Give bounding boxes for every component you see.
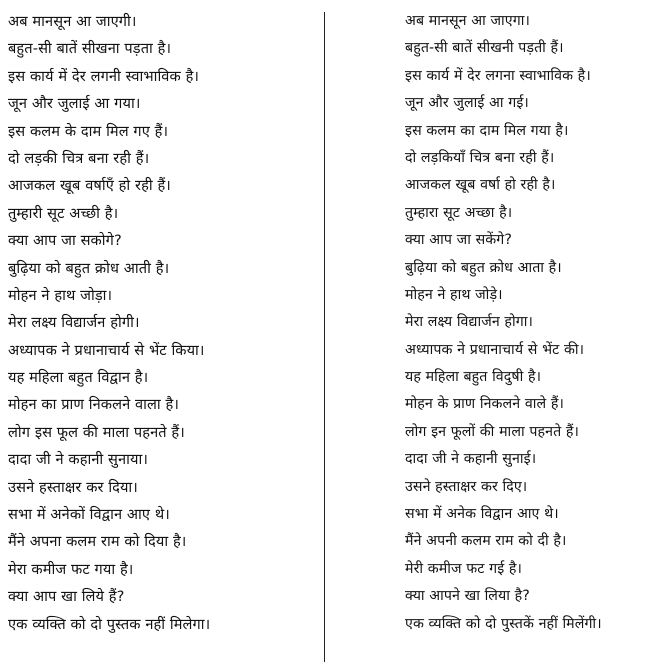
correct-sentence-17: दादा जी ने कहानी सुनाई।	[405, 451, 537, 468]
incorrect-sentence-5: इस कलम के दाम मिल गए हैं।	[8, 122, 169, 140]
column-divider	[324, 12, 325, 662]
correct-sentence-19: सभा में अनेक विद्वान आए थे।	[405, 506, 559, 523]
incorrect-sentence-1: अब मानसून आ जाएगी।	[8, 13, 137, 30]
correct-sentence-13: अध्यापक ने प्रधानाचार्य से भेंट की।	[405, 341, 585, 358]
correct-sentence-3: इस कार्य में देर लगना स्वाभाविक है।	[405, 67, 591, 84]
correct-sentence-5: इस कलम का दाम मिल गया है।	[405, 122, 569, 139]
incorrect-sentence-16: लोग इस फूल की माला पहनते हैं।	[8, 423, 185, 441]
correct-sentence-7: आजकल खूब वर्षा हो रही है।	[405, 177, 556, 194]
incorrect-sentence-19: सभा में अनेकों विद्वान आए थे।	[8, 506, 170, 524]
incorrect-sentence-15: मोहन का प्राण निकलने वाला है।	[8, 396, 180, 414]
incorrect-sentences-column	[8, 8, 313, 638]
incorrect-sentence-7: आजकल खूब वर्षाएँ हो रही हैं।	[8, 177, 171, 195]
correct-sentence-23: एक व्यक्ति को दो पुस्तकें नहीं मिलेंगी।	[405, 615, 602, 632]
incorrect-sentence-3: इस कार्य में देर लगनी स्वाभाविक है।	[8, 67, 200, 85]
correct-sentence-2: बहुत-सी बातें सीखनी पड़ती हैं।	[405, 40, 564, 57]
incorrect-sentence-17: दादा जी ने कहानी सुनाया।	[8, 451, 148, 469]
correct-sentence-21: मेरी कमीज फट गई है।	[405, 560, 523, 577]
incorrect-sentence-23: एक व्यक्ति को दो पुस्तक नहीं मिलेगा।	[8, 615, 211, 633]
correct-sentence-16: लोग इन फूलों की माला पहनते हैं।	[405, 423, 579, 440]
correct-sentence-12: मेरा लक्ष्य विद्यार्जन होगा।	[405, 314, 533, 331]
incorrect-sentence-21: मेरा कमीज फट गया है।	[8, 560, 134, 578]
incorrect-sentence-6: दो लड़की चित्र बना रही हैं।	[8, 149, 150, 167]
incorrect-sentence-9: क्या आप जा सकोगे?	[8, 232, 122, 250]
correct-sentence-1: अब मानसून आ जाएगा।	[405, 13, 530, 29]
correct-sentence-14: यह महिला बहुत विदुषी है।	[405, 369, 542, 386]
incorrect-sentence-13: अध्यापक ने प्रधानाचार्य से भेंट किया।	[8, 341, 205, 359]
correct-sentences-column	[405, 8, 663, 638]
incorrect-sentence-2: बहुत-सी बातें सीखना पड़ता है।	[8, 40, 172, 58]
incorrect-sentence-14: यह महिला बहुत विद्वान है।	[8, 369, 149, 387]
incorrect-sentence-10: बुढ़िया को बहुत क्रोध आती है।	[8, 259, 170, 277]
correct-sentence-15: मोहन के प्राण निकलने वाले हैं।	[405, 396, 564, 413]
incorrect-sentence-18: उसने हस्ताक्षर कर दिया।	[8, 478, 138, 496]
correct-sentence-9: क्या आप जा सकेंगे?	[405, 232, 512, 249]
incorrect-sentence-11: मोहन ने हाथ जोड़ा।	[8, 286, 113, 304]
correct-sentence-6: दो लड़कियाँ चित्र बना रही हैं।	[405, 149, 555, 166]
correct-sentence-10: बुढ़िया को बहुत क्रोध आता है।	[405, 259, 562, 276]
correct-sentence-20: मैंने अपनी कलम राम को दी है।	[405, 533, 567, 550]
correct-sentence-4: जून और जुलाई आ गई।	[405, 95, 529, 112]
incorrect-sentence-8: तुम्हारी सूट अच्छी है।	[8, 204, 119, 222]
correct-sentence-8: तुम्हारा सूट अच्छा है।	[405, 204, 513, 221]
incorrect-sentence-4: जून और जुलाई आ गया।	[8, 95, 141, 113]
correct-sentence-11: मोहन ने हाथ जोड़े।	[405, 286, 503, 303]
incorrect-sentence-12: मेरा लक्ष्य विद्यार्जन होगी।	[8, 314, 140, 332]
correct-sentence-22: क्या आपने खा लिया है?	[405, 588, 530, 605]
correct-sentence-18: उसने हस्ताक्षर कर दिए।	[405, 478, 528, 495]
incorrect-sentence-22: क्या आप खा लिये हैं?	[8, 588, 125, 606]
incorrect-sentence-20: मैंने अपना कलम राम को दिया है।	[8, 533, 187, 551]
